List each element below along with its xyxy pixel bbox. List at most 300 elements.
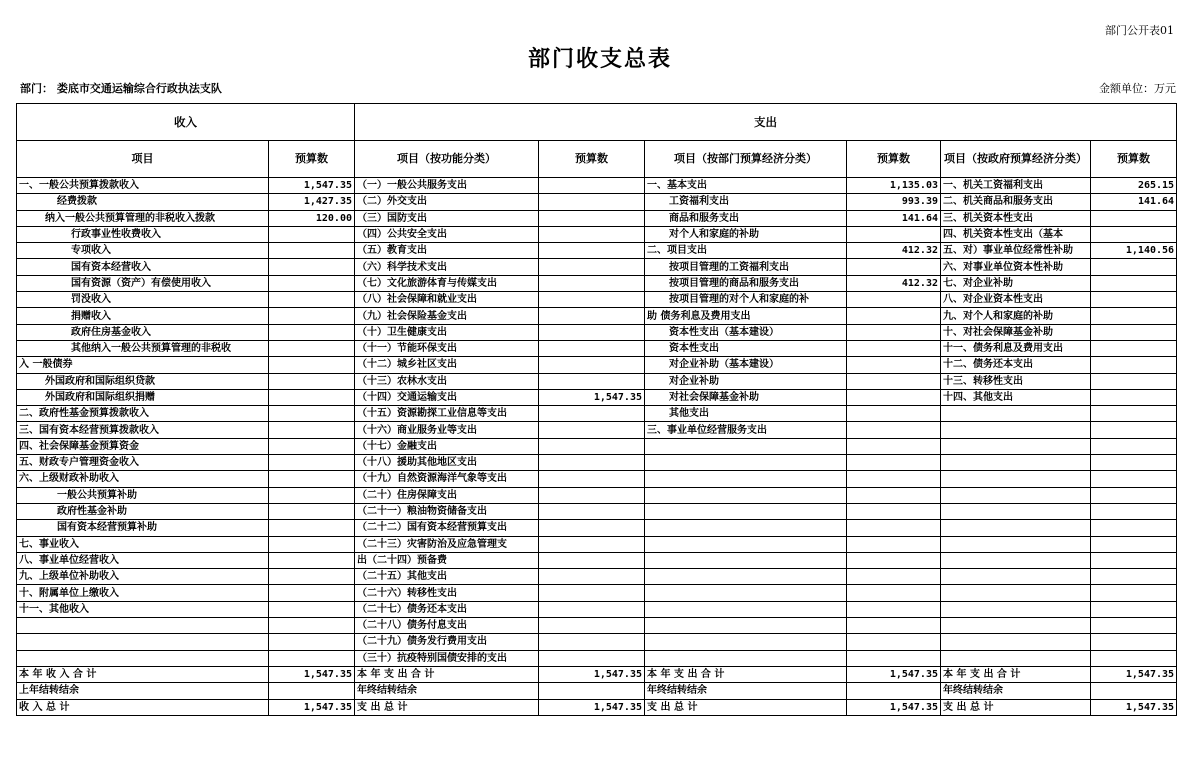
dept-econ-item-cell: 对企业补助 — [645, 373, 847, 389]
total-row — [17, 683, 1177, 699]
gov-econ-item-cell — [941, 520, 1091, 536]
income-item-cell: 外国政府和国际组织贷款 — [17, 373, 269, 389]
gov-econ-budget-cell — [1091, 226, 1177, 242]
income-budget-cell — [269, 438, 355, 454]
gov-econ-item-cell — [941, 455, 1091, 471]
dept-econ-budget-cell — [847, 373, 941, 389]
func-item-cell: （一）一般公共服务支出 — [355, 178, 539, 194]
income-budget-header: 预算数 — [269, 141, 355, 178]
func-item-cell: （二十五）其他支出 — [355, 569, 539, 585]
income-item-cell: 收 入 总 计 — [17, 699, 269, 715]
gov-econ-item-cell — [941, 406, 1091, 422]
dept-econ-item-cell — [645, 634, 847, 650]
table-row — [17, 226, 1177, 242]
gov-econ-item-cell: 十一、债务利息及费用支出 — [941, 340, 1091, 356]
income-item-cell: 六、上级财政补助收入 — [17, 471, 269, 487]
table-row — [17, 194, 1177, 210]
income-item-cell: 五、财政专户管理资金收入 — [17, 455, 269, 471]
income-budget-cell — [269, 618, 355, 634]
table-row — [17, 552, 1177, 568]
dept-econ-budget-cell — [847, 406, 941, 422]
table-row — [17, 406, 1177, 422]
func-item-cell: （十二）城乡社区支出 — [355, 357, 539, 373]
table-row — [17, 324, 1177, 340]
func-budget-cell — [539, 259, 645, 275]
func-budget-cell — [539, 308, 645, 324]
dept-econ-budget-header: 预算数 — [847, 141, 941, 178]
func-item-cell: （二十九）债务发行费用支出 — [355, 634, 539, 650]
gov-econ-budget-cell — [1091, 357, 1177, 373]
gov-econ-item-cell — [941, 422, 1091, 438]
func-item-cell: （四）公共安全支出 — [355, 226, 539, 242]
gov-econ-item-cell: 三、机关资本性支出 — [941, 210, 1091, 226]
gov-econ-budget-cell — [1091, 340, 1177, 356]
table-row — [17, 357, 1177, 373]
func-budget-cell — [539, 683, 645, 699]
income-budget-cell: 1,427.35 — [269, 194, 355, 210]
income-item-cell: 入 一般债券 — [17, 357, 269, 373]
table-row — [17, 471, 1177, 487]
dept-econ-budget-cell: 993.39 — [847, 194, 941, 210]
table-row — [17, 373, 1177, 389]
total-row — [17, 666, 1177, 682]
dept-econ-item-header: 项目（按部门预算经济分类） — [645, 141, 847, 178]
gov-econ-budget-cell — [1091, 536, 1177, 552]
gov-econ-item-cell: 二、机关商品和服务支出 — [941, 194, 1091, 210]
func-budget-cell — [539, 243, 645, 259]
func-item-cell: （二十八）债务付息支出 — [355, 618, 539, 634]
gov-econ-item-cell — [941, 601, 1091, 617]
func-item-cell: （二十七）债务还本支出 — [355, 601, 539, 617]
total-row — [17, 699, 1177, 715]
dept-econ-budget-cell — [847, 340, 941, 356]
dept-econ-item-cell: 助 债务利息及费用支出 — [645, 308, 847, 324]
func-item-cell: （七）文化旅游体育与传媒支出 — [355, 275, 539, 291]
table-row — [17, 503, 1177, 519]
income-budget-cell — [269, 389, 355, 405]
table-row — [17, 340, 1177, 356]
table-row — [17, 243, 1177, 259]
dept-econ-budget-cell — [847, 259, 941, 275]
dept-econ-budget-cell: 1,135.03 — [847, 178, 941, 194]
gov-econ-budget-cell — [1091, 650, 1177, 666]
table-row — [17, 178, 1177, 194]
gov-econ-budget-cell — [1091, 292, 1177, 308]
income-item-cell: 八、事业单位经营收入 — [17, 552, 269, 568]
func-item-cell: （三十）抗疫特别国债安排的支出 — [355, 650, 539, 666]
gov-econ-budget-cell — [1091, 585, 1177, 601]
gov-econ-budget-cell — [1091, 438, 1177, 454]
gov-econ-item-cell: 五、对）事业单位经常性补助 — [941, 243, 1091, 259]
dept-econ-budget-cell — [847, 585, 941, 601]
gov-econ-budget-cell — [1091, 422, 1177, 438]
table-row — [17, 536, 1177, 552]
table-row — [17, 634, 1177, 650]
func-item-cell: （五）教育支出 — [355, 243, 539, 259]
income-item-cell: 政府住房基金收入 — [17, 324, 269, 340]
dept-econ-item-cell — [645, 569, 847, 585]
dept-econ-budget-cell: 141.64 — [847, 210, 941, 226]
gov-econ-item-cell: 九、对个人和家庭的补助 — [941, 308, 1091, 324]
dept-econ-budget-cell — [847, 292, 941, 308]
income-item-cell: 上年结转结余 — [17, 683, 269, 699]
func-item-cell: （六）科学技术支出 — [355, 259, 539, 275]
gov-econ-item-cell: 一、机关工资福利支出 — [941, 178, 1091, 194]
dept-econ-budget-cell — [847, 471, 941, 487]
func-budget-cell — [539, 292, 645, 308]
income-item-cell — [17, 634, 269, 650]
income-budget-cell — [269, 601, 355, 617]
income-budget-cell — [269, 226, 355, 242]
gov-econ-item-cell: 八、对企业资本性支出 — [941, 292, 1091, 308]
func-budget-cell — [539, 422, 645, 438]
income-budget-cell — [269, 503, 355, 519]
income-budget-cell — [269, 357, 355, 373]
dept-econ-item-cell: 支 出 总 计 — [645, 699, 847, 715]
income-budget-cell — [269, 340, 355, 356]
income-budget-cell — [269, 422, 355, 438]
dept-econ-item-cell — [645, 536, 847, 552]
income-item-header: 项目 — [17, 141, 269, 178]
dept-econ-item-cell: 本 年 支 出 合 计 — [645, 666, 847, 682]
func-budget-cell — [539, 552, 645, 568]
gov-econ-budget-cell: 1,547.35 — [1091, 666, 1177, 682]
income-item-cell: 其他纳入一般公共预算管理的非税收 — [17, 340, 269, 356]
gov-econ-item-cell — [941, 618, 1091, 634]
gov-econ-item-cell — [941, 536, 1091, 552]
income-item-cell: 纳入一般公共预算管理的非税收入拨款 — [17, 210, 269, 226]
gov-econ-budget-cell — [1091, 455, 1177, 471]
dept-econ-item-cell: 三、事业单位经营服务支出 — [645, 422, 847, 438]
expense-section-header: 支出 — [355, 104, 1177, 141]
dept-econ-item-cell — [645, 471, 847, 487]
form-number: 部门公开表01 — [1105, 24, 1174, 37]
gov-econ-budget-header: 预算数 — [1091, 141, 1177, 178]
dept-econ-item-cell — [645, 438, 847, 454]
dept-econ-item-cell: 其他支出 — [645, 406, 847, 422]
income-budget-cell — [269, 552, 355, 568]
income-item-cell: 国有资源（资产）有偿使用收入 — [17, 275, 269, 291]
income-item-cell: 国有资本经营收入 — [17, 259, 269, 275]
table-row — [17, 585, 1177, 601]
gov-econ-budget-cell — [1091, 552, 1177, 568]
table-row — [17, 618, 1177, 634]
dept-econ-item-cell: 商品和服务支出 — [645, 210, 847, 226]
dept-econ-budget-cell — [847, 389, 941, 405]
gov-econ-item-cell — [941, 585, 1091, 601]
income-budget-cell — [269, 569, 355, 585]
dept-econ-budget-cell: 1,547.35 — [847, 699, 941, 715]
gov-econ-item-cell: 十、对社会保障基金补助 — [941, 324, 1091, 340]
income-item-cell: 二、政府性基金预算拨款收入 — [17, 406, 269, 422]
department-label: 部门： 娄底市交通运输综合行政执法支队 — [20, 82, 222, 95]
dept-econ-budget-cell — [847, 683, 941, 699]
func-item-cell: （二十）住房保障支出 — [355, 487, 539, 503]
gov-econ-budget-cell: 1,547.35 — [1091, 699, 1177, 715]
func-item-cell: （八）社会保障和就业支出 — [355, 292, 539, 308]
gov-econ-item-cell: 本 年 支 出 合 计 — [941, 666, 1091, 682]
dept-econ-item-cell: 对社会保障基金补助 — [645, 389, 847, 405]
table-row — [17, 438, 1177, 454]
func-budget-cell — [539, 357, 645, 373]
dept-econ-item-cell: 二、项目支出 — [645, 243, 847, 259]
gov-econ-item-cell — [941, 487, 1091, 503]
gov-econ-budget-cell — [1091, 569, 1177, 585]
func-item-cell: （九）社会保险基金支出 — [355, 308, 539, 324]
table-row — [17, 455, 1177, 471]
table-row — [17, 308, 1177, 324]
gov-econ-item-cell — [941, 650, 1091, 666]
gov-econ-budget-cell — [1091, 520, 1177, 536]
func-budget-cell — [539, 536, 645, 552]
gov-econ-budget-cell — [1091, 634, 1177, 650]
func-item-cell: （三）国防支出 — [355, 210, 539, 226]
income-budget-cell — [269, 520, 355, 536]
func-item-cell: （十）卫生健康支出 — [355, 324, 539, 340]
gov-econ-budget-cell — [1091, 324, 1177, 340]
dept-econ-item-cell — [645, 601, 847, 617]
dept-econ-item-cell — [645, 650, 847, 666]
gov-econ-item-cell: 十二、债务还本支出 — [941, 357, 1091, 373]
func-item-cell: （二十六）转移性支出 — [355, 585, 539, 601]
func-item-cell: （二十一）粮油物资储备支出 — [355, 503, 539, 519]
dept-econ-budget-cell — [847, 324, 941, 340]
func-budget-cell — [539, 585, 645, 601]
gov-econ-item-cell — [941, 552, 1091, 568]
gov-econ-item-cell: 十四、其他支出 — [941, 389, 1091, 405]
dept-econ-budget-cell — [847, 601, 941, 617]
dept-econ-item-cell — [645, 618, 847, 634]
dept-econ-item-cell — [645, 520, 847, 536]
income-budget-cell: 1,547.35 — [269, 666, 355, 682]
income-item-cell — [17, 618, 269, 634]
gov-econ-item-cell: 七、对企业补助 — [941, 275, 1091, 291]
income-budget-cell — [269, 634, 355, 650]
gov-econ-item-header: 项目（按政府预算经济分类） — [941, 141, 1091, 178]
table-row — [17, 259, 1177, 275]
func-budget-cell — [539, 569, 645, 585]
dept-econ-budget-cell — [847, 650, 941, 666]
dept-econ-budget-cell — [847, 569, 941, 585]
gov-econ-budget-cell — [1091, 471, 1177, 487]
table-row — [17, 650, 1177, 666]
func-budget-cell — [539, 194, 645, 210]
section-header-row — [17, 104, 1177, 141]
func-budget-cell: 1,547.35 — [539, 666, 645, 682]
table-row — [17, 292, 1177, 308]
gov-econ-item-cell: 支 出 总 计 — [941, 699, 1091, 715]
gov-econ-budget-cell — [1091, 308, 1177, 324]
func-budget-cell — [539, 455, 645, 471]
dept-econ-item-cell — [645, 552, 847, 568]
gov-econ-budget-cell — [1091, 389, 1177, 405]
func-budget-cell: 1,547.35 — [539, 389, 645, 405]
dept-econ-budget-cell — [847, 618, 941, 634]
func-item-cell: （十五）资源勘探工业信息等支出 — [355, 406, 539, 422]
func-budget-cell — [539, 520, 645, 536]
dept-econ-item-cell: 资本性支出（基本建设） — [645, 324, 847, 340]
gov-econ-budget-cell — [1091, 618, 1177, 634]
func-budget-cell — [539, 406, 645, 422]
dept-econ-item-cell — [645, 455, 847, 471]
dept-econ-item-cell: 按项目管理的工资福利支出 — [645, 259, 847, 275]
dept-econ-item-cell — [645, 487, 847, 503]
dept-econ-budget-cell — [847, 455, 941, 471]
func-budget-cell — [539, 178, 645, 194]
dept-econ-budget-cell — [847, 487, 941, 503]
func-budget-cell — [539, 226, 645, 242]
func-budget-cell — [539, 275, 645, 291]
dept-econ-item-cell: 工资福利支出 — [645, 194, 847, 210]
dept-econ-item-cell: 按项目管理的商品和服务支出 — [645, 275, 847, 291]
func-item-cell: 支 出 总 计 — [355, 699, 539, 715]
gov-econ-item-cell: 四、机关资本性支出（基本 — [941, 226, 1091, 242]
table-row — [17, 520, 1177, 536]
income-budget-cell: 1,547.35 — [269, 699, 355, 715]
gov-econ-budget-cell — [1091, 601, 1177, 617]
func-budget-cell — [539, 487, 645, 503]
gov-econ-budget-cell — [1091, 275, 1177, 291]
income-item-cell: 四、社会保障基金预算资金 — [17, 438, 269, 454]
table-row — [17, 275, 1177, 291]
dept-econ-budget-cell — [847, 357, 941, 373]
func-item-cell: （十八）援助其他地区支出 — [355, 455, 539, 471]
income-budget-cell — [269, 585, 355, 601]
income-item-cell: 专项收入 — [17, 243, 269, 259]
func-item-cell: （二）外交支出 — [355, 194, 539, 210]
income-budget-cell — [269, 406, 355, 422]
func-budget-cell — [539, 438, 645, 454]
income-budget-cell: 1,547.35 — [269, 178, 355, 194]
dept-econ-item-cell: 一、基本支出 — [645, 178, 847, 194]
func-item-cell: 年终结转结余 — [355, 683, 539, 699]
gov-econ-budget-cell — [1091, 487, 1177, 503]
dept-econ-budget-cell — [847, 536, 941, 552]
func-item-cell: （十一）节能环保支出 — [355, 340, 539, 356]
income-budget-cell — [269, 487, 355, 503]
table-row — [17, 210, 1177, 226]
income-item-cell: 一般公共预算补助 — [17, 487, 269, 503]
func-item-header: 项目（按功能分类） — [355, 141, 539, 178]
func-item-cell: （十六）商业服务业等支出 — [355, 422, 539, 438]
table-row — [17, 389, 1177, 405]
func-budget-cell — [539, 634, 645, 650]
dept-econ-budget-cell — [847, 552, 941, 568]
func-item-cell: 出（二十四）预备费 — [355, 552, 539, 568]
func-item-cell: （十九）自然资源海洋气象等支出 — [355, 471, 539, 487]
table-row — [17, 422, 1177, 438]
func-budget-cell: 1,547.35 — [539, 699, 645, 715]
income-item-cell: 捐赠收入 — [17, 308, 269, 324]
table-row — [17, 601, 1177, 617]
page-title: 部门收支总表 — [527, 47, 672, 72]
income-item-cell: 本 年 收 入 合 计 — [17, 666, 269, 682]
gov-econ-item-cell: 六、对事业单位资本性补助 — [941, 259, 1091, 275]
gov-econ-budget-cell — [1091, 259, 1177, 275]
gov-econ-item-cell — [941, 503, 1091, 519]
gov-econ-item-cell: 十三、转移性支出 — [941, 373, 1091, 389]
dept-econ-item-cell: 对企业补助（基本建设） — [645, 357, 847, 373]
income-budget-cell — [269, 292, 355, 308]
income-item-cell: 行政事业性收费收入 — [17, 226, 269, 242]
income-budget-cell — [269, 243, 355, 259]
gov-econ-item-cell — [941, 471, 1091, 487]
dept-econ-budget-cell: 412.32 — [847, 243, 941, 259]
income-item-cell: 九、上级单位补助收入 — [17, 569, 269, 585]
budget-summary-table — [16, 103, 1177, 716]
dept-econ-item-cell: 按项目管理的对个人和家庭的补 — [645, 292, 847, 308]
dept-econ-item-cell: 年终结转结余 — [645, 683, 847, 699]
income-budget-cell — [269, 373, 355, 389]
income-budget-cell — [269, 536, 355, 552]
gov-econ-budget-cell — [1091, 503, 1177, 519]
income-budget-cell: 120.00 — [269, 210, 355, 226]
income-item-cell — [17, 650, 269, 666]
gov-econ-budget-cell: 1,140.56 — [1091, 243, 1177, 259]
gov-econ-budget-cell — [1091, 210, 1177, 226]
gov-econ-item-cell — [941, 569, 1091, 585]
func-budget-cell — [539, 618, 645, 634]
income-item-cell: 国有资本经营预算补助 — [17, 520, 269, 536]
income-item-cell: 十、附属单位上缴收入 — [17, 585, 269, 601]
income-item-cell: 十一、其他收入 — [17, 601, 269, 617]
income-budget-cell — [269, 308, 355, 324]
gov-econ-item-cell — [941, 438, 1091, 454]
income-budget-cell — [269, 259, 355, 275]
amount-unit-label: 金额单位：万元 — [1099, 82, 1176, 95]
func-item-cell: （二十三）灾害防治及应急管理支 — [355, 536, 539, 552]
dept-econ-item-cell: 对个人和家庭的补助 — [645, 226, 847, 242]
income-section-header: 收入 — [17, 104, 355, 141]
func-item-cell: （十七）金融支出 — [355, 438, 539, 454]
income-item-cell: 三、国有资本经营预算拨款收入 — [17, 422, 269, 438]
dept-econ-budget-cell — [847, 438, 941, 454]
income-budget-cell — [269, 683, 355, 699]
func-budget-cell — [539, 601, 645, 617]
dept-econ-item-cell — [645, 585, 847, 601]
dept-econ-item-cell: 资本性支出 — [645, 340, 847, 356]
income-item-cell: 外国政府和国际组织捐赠 — [17, 389, 269, 405]
income-item-cell: 一、一般公共预算拨款收入 — [17, 178, 269, 194]
table-row — [17, 569, 1177, 585]
dept-econ-budget-cell — [847, 520, 941, 536]
income-budget-cell — [269, 650, 355, 666]
func-budget-cell — [539, 324, 645, 340]
gov-econ-budget-cell: 265.15 — [1091, 178, 1177, 194]
dept-econ-budget-cell — [847, 226, 941, 242]
income-budget-cell — [269, 324, 355, 340]
income-budget-cell — [269, 471, 355, 487]
income-item-cell: 七、事业收入 — [17, 536, 269, 552]
gov-econ-budget-cell — [1091, 683, 1177, 699]
column-header-row — [17, 141, 1177, 178]
func-budget-header: 预算数 — [539, 141, 645, 178]
gov-econ-budget-cell: 141.64 — [1091, 194, 1177, 210]
func-budget-cell — [539, 340, 645, 356]
func-budget-cell — [539, 503, 645, 519]
dept-econ-budget-cell — [847, 308, 941, 324]
dept-econ-budget-cell — [847, 422, 941, 438]
func-item-cell: 本 年 支 出 合 计 — [355, 666, 539, 682]
income-item-cell: 罚没收入 — [17, 292, 269, 308]
gov-econ-item-cell: 年终结转结余 — [941, 683, 1091, 699]
func-budget-cell — [539, 471, 645, 487]
func-item-cell: （十四）交通运输支出 — [355, 389, 539, 405]
income-item-cell: 政府性基金补助 — [17, 503, 269, 519]
func-item-cell: （十三）农林水支出 — [355, 373, 539, 389]
table-row — [17, 487, 1177, 503]
func-budget-cell — [539, 650, 645, 666]
